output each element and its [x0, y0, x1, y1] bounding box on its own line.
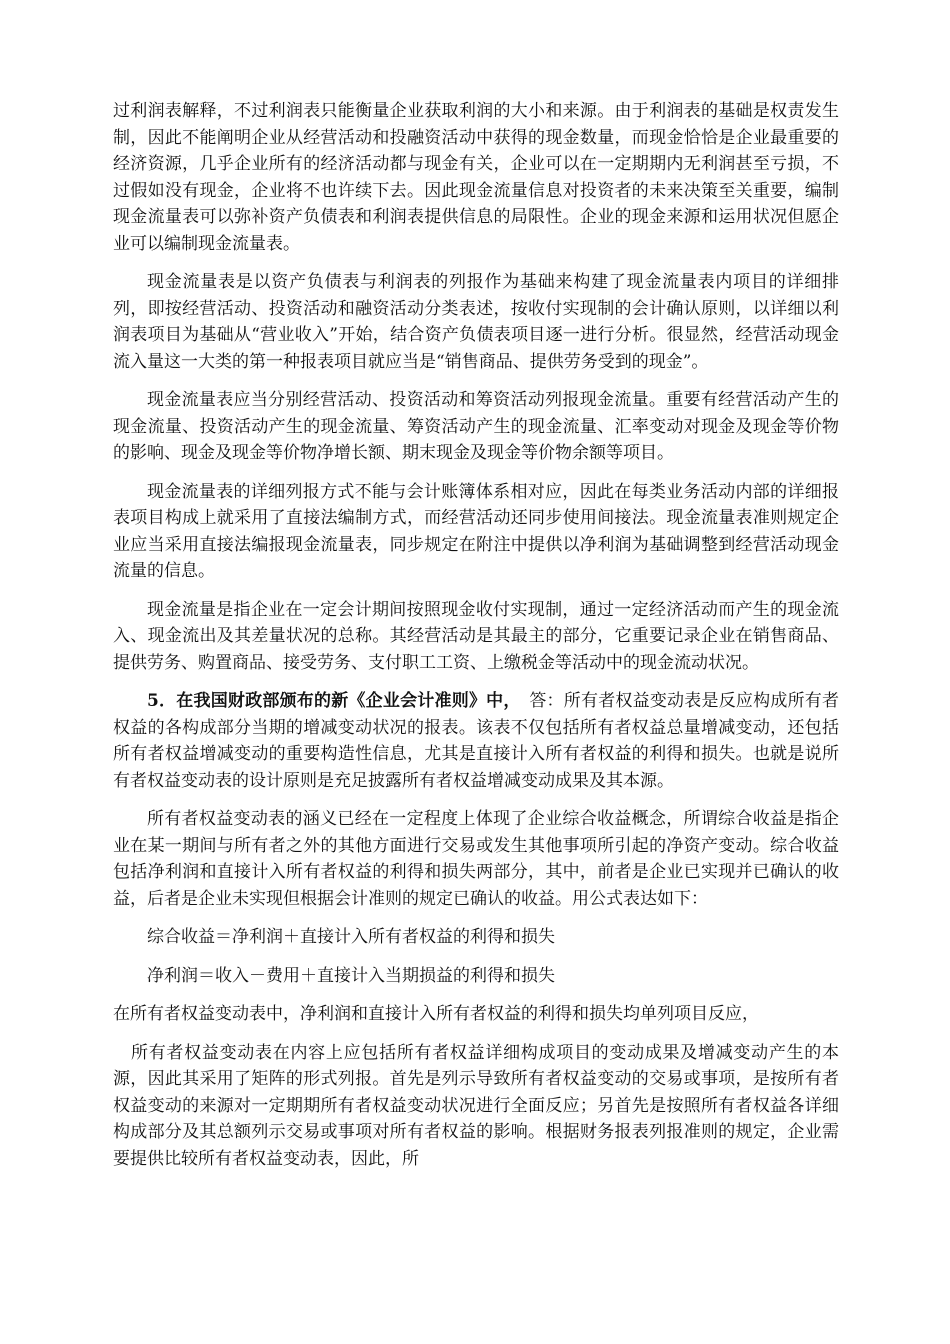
formula-comprehensive-income: 综合收益＝净利润＋直接计入所有者权益的利得和损失: [147, 927, 555, 947]
paragraph-cash-flow-structure: 现金流量表是以资产负债表与利润表的列报作为基础来构建了现金流量表内项目的详细排列，即按经营活动、投资活动和融资活动分类表述，按收付实现制的会计确认原则，以详细以利润表项目为基础从“营业收入”开始，结合资产负债表项目逐一进行分析。很显然，经营活动现金流入量这一大类的第一种报表项目就应当是“销售商品、提供劳务受到的现金”。: [113, 272, 839, 372]
document-body: [113, 98, 839, 1184]
paragraph-separate-items: 在所有者权益变动表中，净利润和直接计入所有者权益的利得和损失均单列项目反应，: [113, 1004, 759, 1024]
question-5-answer: 答：所有者权益变动表是反应构成所有者权益的各构成部分当期的增减变动状况的报表。该表不仅包括所有者权益总量增减变动，还包括所有者权益增减变动的重要构造性信息，尤其是直接计入所有者权益的利得和损失。也就是说所有者权益变动表的设计原则是充足披露所有者权益增减变动成果及其本源。: [113, 691, 840, 791]
paragraph-question-5: [113, 688, 839, 794]
paragraph-income-statement-limits: 过利润表解释，不过利润表只能衡量企业获取利润的大小和来源。由于利润表的基础是权责发生制，因此不能阐明企业从经营活动和投融资活动中获得的现金数量，而现金恰恰是企业最重要的经济资源，几乎企业所有的经济活动都与现金有关，企业可以在一定期期内无利润甚至亏损，不过假如没有现金，企业将不也许续下去。因此现金流量信息对投资者的未来决策至关重要，编制现金流量表可以弥补资产负债表和利润表提供信息的局限性。企业的现金来源和运用状况但愿企业可以编制现金流量表。: [113, 101, 839, 254]
question-5-heading: 5．在我国财政部颁布的新《企业会计准则》中，: [147, 691, 513, 711]
paragraph-matrix-format: 所有者权益变动表在内容上应包括所有者权益详细构成项目的变动成果及增减变动产生的本源，因此其采用了矩阵的形式列报。首先是列示导致所有者权益变动的交易或事项，是按所有者权益变动的来源对一定期期所有者权益变动状况进行全面反应；另首先是按照所有者权益各详细构成部分及其总额列示交易或事项对所有者权益的影响。根据财务报表列报准则的规定，企业需要提供比较所有者权益变动表，因此，所: [113, 1042, 839, 1169]
formula-net-profit: 净利润＝收入－费用＋直接计入当期损益的利得和损失: [147, 965, 555, 986]
paragraph-comprehensive-income: 所有者权益变动表的涵义已经在一定程度上体现了企业综合收益概念，所谓综合收益是指企业在某一期间与所有者之外的其他方面进行交易或发生其他事项所引起的净资产变动。综合收益包括净利润和直接计入所有者权益的利得和损失两部分，其中，前者是企业已实现并已确认的收益，后者是企业未实现但根据会计准则的规定已确认的收益。用公式表达如下：: [113, 809, 839, 909]
paragraph-direct-method: 现金流量表的详细列报方式不能与会计账簿体系相对应，因此在每类业务活动内部的详细报表项目构成上就采用了直接法编制方式，而经营活动还同步使用间接法。现金流量表准则规定企业应当采用直接法编报现金流量表，同步规定在附注中提供以净利润为基础调整到经营活动现金流量的信息。: [113, 481, 839, 581]
paragraph-cash-flow-definition: 现金流量是指企业在一定会计期间按照现金收付实现制，通过一定经济活动而产生的现金流入、现金流出及其差量状况的总称。其经营活动是其最主的部分，它重要记录企业在销售商品、提供劳务、购置商品、接受劳务、支付职工工资、上缴税金等活动中的现金流动状况。: [113, 599, 839, 673]
paragraph-cash-flow-categories: 现金流量表应当分别经营活动、投资活动和筹资活动列报现金流量。重要有经营活动产生的现金流量、投资活动产生的现金流量、筹资活动产生的现金流量、汇率变动对现金及现金等价物的影响、现金及现金等价物净增长额、期末现金及现金等价物余额等项目。: [113, 390, 839, 463]
